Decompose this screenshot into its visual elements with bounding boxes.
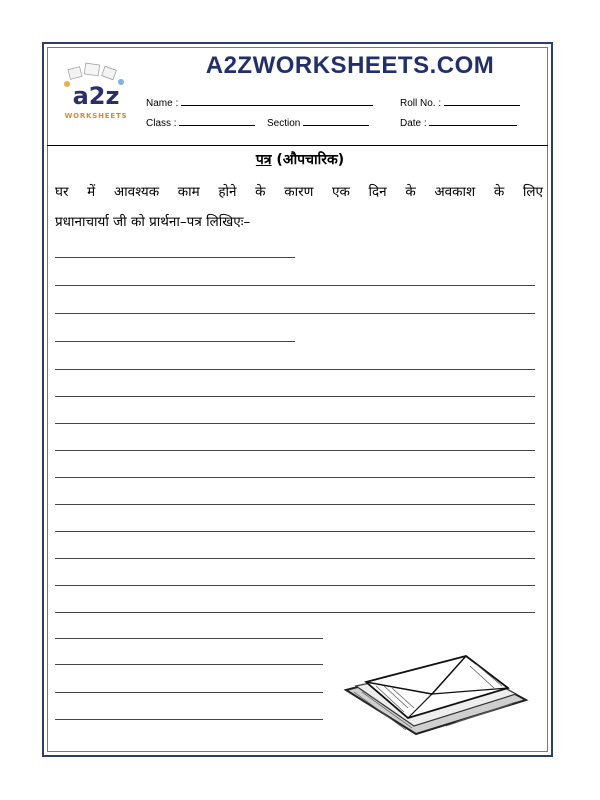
writing-line[interactable] [55, 585, 535, 586]
section-blank [303, 116, 369, 126]
worksheet-title [0, 150, 600, 169]
date-blank [429, 116, 517, 126]
roll-blank [444, 96, 520, 106]
writing-line[interactable] [55, 396, 535, 397]
writing-line[interactable] [55, 450, 535, 451]
date-field [400, 116, 517, 129]
writing-line[interactable] [55, 285, 535, 286]
logo-text: a2z [72, 82, 120, 110]
writing-line[interactable] [55, 638, 323, 639]
roll-field [400, 96, 520, 109]
section-field [267, 116, 369, 129]
class-field [146, 116, 255, 129]
envelope-icon [336, 642, 536, 742]
writing-line[interactable] [55, 341, 295, 342]
a2z-logo [55, 62, 137, 124]
writing-line[interactable] [55, 369, 535, 370]
roll-label: Roll No. : [400, 98, 442, 109]
section-label: Section [267, 118, 301, 129]
title-sub: (औपचारिक) [276, 152, 345, 168]
writing-line[interactable] [55, 664, 323, 665]
writing-line[interactable] [55, 477, 535, 478]
writing-line[interactable] [55, 423, 535, 424]
writing-line[interactable] [55, 504, 535, 505]
site-title: A2ZWORKSHEETS.COM [205, 52, 495, 79]
name-blank [181, 96, 373, 106]
writing-line[interactable] [55, 719, 323, 720]
name-label: Name : [146, 98, 179, 109]
prompt-line-1: घर में आवश्यक काम होने के कारण एक दिन के अवकाश के लिए [55, 184, 543, 200]
writing-line[interactable] [55, 692, 323, 693]
class-blank [179, 116, 255, 126]
name-field [146, 96, 373, 109]
writing-line[interactable] [55, 612, 535, 613]
header-divider [47, 145, 548, 146]
writing-line[interactable] [55, 558, 535, 559]
logo-subtext: WORKSHEETS [64, 112, 128, 120]
prompt-line-2: प्रधानाचार्या जी को प्रार्थना–पत्र लिखिएः– [55, 214, 251, 230]
writing-line[interactable] [55, 531, 535, 532]
class-label: Class : [146, 118, 177, 129]
writing-line[interactable] [55, 313, 535, 314]
title-main: पत्र [255, 152, 272, 168]
date-label: Date : [400, 118, 427, 129]
writing-line[interactable] [55, 257, 295, 258]
